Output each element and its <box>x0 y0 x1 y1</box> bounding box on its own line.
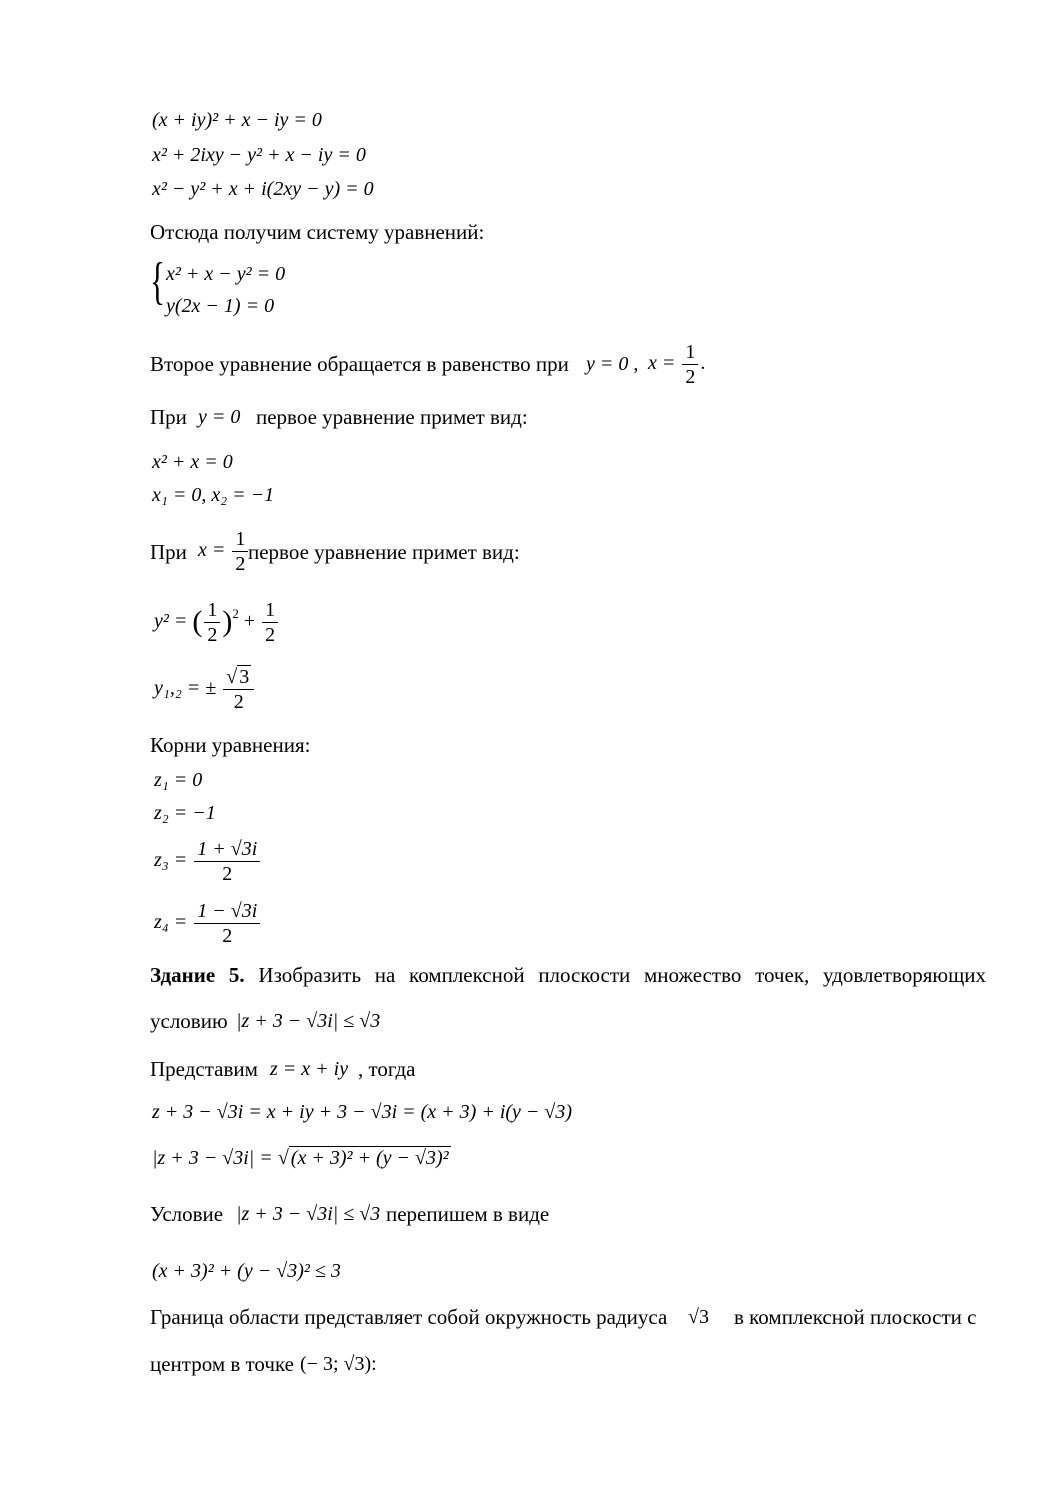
boundary-radius: √3 <box>688 1306 709 1328</box>
y-zero-cond: y = 0 , <box>586 353 639 375</box>
root-z2: z₂ = −1 <box>154 802 216 824</box>
root-z1: z₁ = 0 <box>154 769 203 791</box>
represent-expr: z = x + iy <box>270 1058 349 1080</box>
task5-condition: |z + 3 − √3i| ≤ √3 <box>236 1010 381 1032</box>
condition-label: Условие <box>150 1202 224 1226</box>
task5-text: Изобразить на комплексной плоскости множество точек, удовлетворяющих <box>258 963 986 987</box>
boundary-text-1: Граница области представляет собой окружность радиуса <box>150 1305 668 1329</box>
final-inequality: (x + 3)² + (y − √3)² ≤ 3 <box>152 1260 341 1282</box>
represent-label: Представим <box>150 1057 258 1081</box>
boundary-text-2: в комплексной плоскости с <box>734 1305 977 1329</box>
quad-roots: x₁ = 0, x₂ = −1 <box>152 484 275 506</box>
condition-expr: |z + 3 − √3i| ≤ √3 <box>236 1203 381 1225</box>
x-half-cond: x = $\frac{1}{2}$ . <box>648 341 706 388</box>
system-brace: { <box>150 253 165 310</box>
quad-eq: x² + x = 0 <box>152 451 233 473</box>
system-line-2: y(2x − 1) = 0 <box>166 295 275 317</box>
system-line-1: x² + x − y² = 0 <box>166 263 286 285</box>
task5-label: Здание 5. <box>150 963 245 987</box>
represent-then: , тогда <box>358 1057 416 1081</box>
when-x-half-text: первое уравнение примет вид: <box>248 540 520 564</box>
boundary-text-3: центром в точке <box>150 1352 294 1376</box>
when-y0-label: При <box>150 405 187 429</box>
second-eq-text: Второе уравнение обращается в равенство при <box>150 352 569 376</box>
root-z4: z₄ = $\frac{1 - √3i}{2}$ <box>154 899 262 948</box>
equation-line-2: x² + 2ixy − y² + x − iy = 0 <box>152 144 366 166</box>
task5-condition-label: условию <box>150 1009 228 1033</box>
when-y0-text: первое уравнение примет вид: <box>256 405 528 429</box>
y-roots-eq: y₁,₂ = ± $\frac{√ 3}{2}$ <box>154 665 256 714</box>
equation-line-3: x² − y² + x + i(2xy − y) = 0 <box>152 178 374 200</box>
y-squared-eq: y² = ( $\frac{1}{2}$ )$^2$ + $\frac{1}{2}$ <box>154 598 280 647</box>
equation-line-1: (x + iy)² + x − iy = 0 <box>152 109 322 131</box>
expansion-line-1: z + 3 − √3i = x + iy + 3 − √3i = (x + 3) + i(y − √3) <box>152 1101 573 1123</box>
roots-heading: Корни уравнения: <box>150 733 311 757</box>
when-x-half-label: При <box>150 540 187 564</box>
task5-paragraph <box>150 963 986 987</box>
system-intro-text: Отсюда получим систему уравнений: <box>150 220 485 244</box>
rewrite-text: перепишем в виде <box>386 1202 550 1226</box>
when-x-half-expr: x = $\frac{1}{2}$ <box>198 527 250 576</box>
when-y0-expr: y = 0 <box>198 406 241 428</box>
expansion-line-2: |z + 3 − √3i| = √ (x + 3)² + (y − √3)² <box>152 1147 449 1169</box>
boundary-center: (− 3; √3): <box>300 1353 377 1375</box>
root-z3: z₃ = $\frac{1 + √3i}{2}$ <box>154 837 262 886</box>
